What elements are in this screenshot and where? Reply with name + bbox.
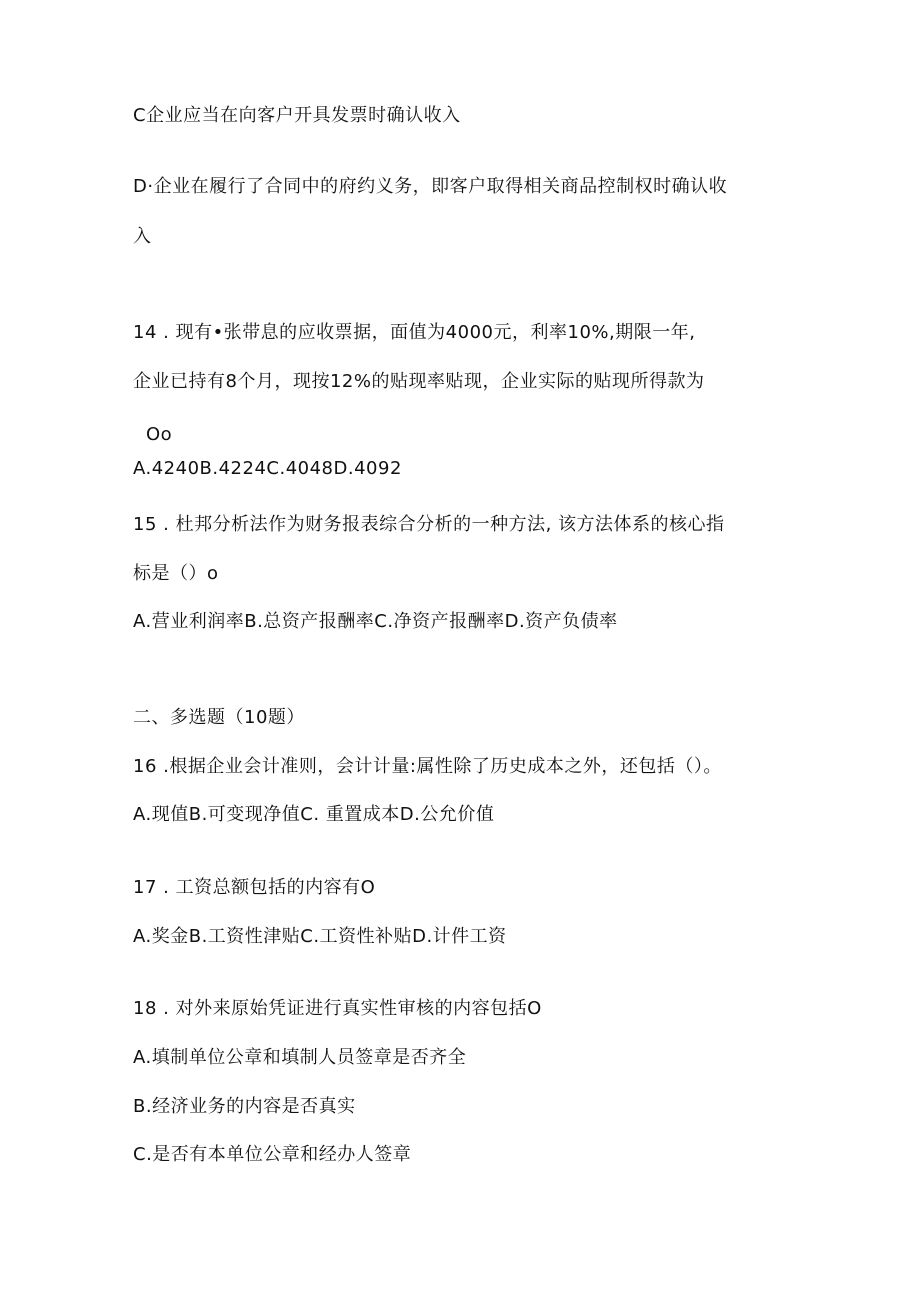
option-d-text: D·企业在履行了合同中的府约义务，即客户取得相关商品控制权时确认收: [133, 176, 728, 197]
question-14-blank: Oo: [146, 424, 173, 445]
question-15-options: A.营业利润率B.总资产报酬率C.净资产报酬率D.资产负债率: [133, 611, 618, 632]
question-15-text: 15 . 杜邦分析法作为财务报表综合分析的一种方法, 该方法体系的核心指: [133, 514, 725, 535]
question-14-options: A.4240B.4224C.4048D.4092: [133, 458, 402, 479]
question-16-options: A.现值B.可变现净值C. 重置成本D.公允价值: [133, 804, 495, 825]
option-d-continuation: 入: [133, 226, 152, 247]
question-17-text: 17 . 工资总额包括的内容有O: [133, 877, 376, 898]
question-18-option-c: C.是否有本单位公章和经办人签章: [133, 1144, 412, 1165]
question-14-text: 14 . 现有•张带息的应收票据，面值为4000元，利率10%,期限一年,: [133, 322, 696, 343]
question-16-text: 16 .根据企业会计准则，会计计量:属性除了历史成本之外，还包括（）。: [133, 756, 722, 777]
question-18-option-a: A.填制单位公章和填制人员签章是否齐全: [133, 1047, 467, 1068]
section-heading: 二、多选题（10题）: [133, 707, 305, 728]
question-18-option-b: B.经济业务的内容是否真实: [133, 1096, 356, 1117]
option-c-text: C企业应当在向客户开具发票时确认收入: [133, 105, 461, 126]
question-14-continuation: 企业已持有8个月，现按12%的贴现率贴现，企业实际的贴现所得款为: [133, 371, 705, 392]
question-18-text: 18 . 对外来原始凭证进行真实性审核的内容包括O: [133, 998, 542, 1019]
question-15-continuation: 标是（）o: [133, 563, 219, 584]
question-17-options: A.奖金B.工资性津贴C.工资性补贴D.计件工资: [133, 926, 507, 947]
